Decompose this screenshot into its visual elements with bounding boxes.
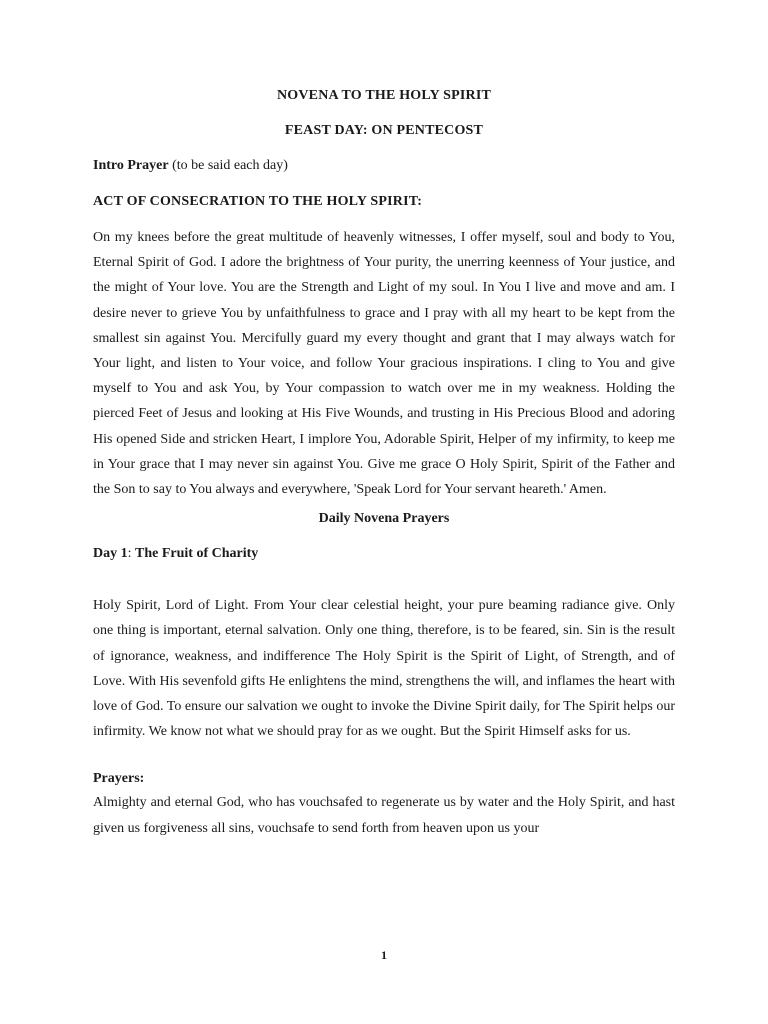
intro-note: (to be said each day) bbox=[168, 158, 288, 173]
consecration-paragraph: On my knees before the great multitude of heavenly witnesses, I offer myself, soul and body to You, Eternal Spirit of God. I adore the brightness of Your purity, the unerring keenness of Your justice, and the might of Your love. You are the Strength and Light of my soul. In You I live and move and am. I desire never to grieve You by unfaithfulness to grace and I pray with all my heart to be kept from the smallest sin against You. Mercifully guard my every thought and grant that I may always watch for Your light, and listen to Your voice, and follow Your gracious inspirations. I cling to You and give myself to You and ask You, by Your compassion to watch over me in my weakness. Holding the pierced Feet of Jesus and looking at His Five Wounds, and trusting in His Precious Blood and adoring His opened Side and stricken Heart, I implore You, Adorable Spirit, Helper of my infirmity, to keep me in Your grace that I may never sin against You. Give me grace O Holy Spirit, Spirit of the Father and the Son to say to You always and everywhere, 'Speak Lord for Your servant heareth.' Amen. bbox=[93, 230, 675, 498]
day-1-paragraph: Holy Spirit, Lord of Light. From Your clear celestial height, your pure beaming radiance give. Only one thing is important, eternal salvation. Only one thing, therefore, is to be feared, sin. Sin is the result of ignorance, weakness, and indifference The Holy Spirit is the Spirit of Light, of Strength, and of Love. With His sevenfold gifts He enlightens the mind, strengthens the will, and inflames the heart with love of God. To ensure our salvation we ought to invoke the Divine Spirit daily, for The Spirit helps our infirmity. We know not what we should pray for as we ought. But the Spirit Himself asks for us. bbox=[93, 598, 676, 740]
intro-line bbox=[93, 157, 675, 175]
day-1-colon: : bbox=[127, 546, 136, 562]
document-title: NOVENA TO THE HOLY SPIRIT bbox=[276, 88, 492, 103]
page-number: 1 bbox=[381, 948, 387, 962]
document-subtitle: FEAST DAY: ON PENTECOST bbox=[284, 123, 484, 138]
intro-label: Intro Prayer bbox=[93, 158, 169, 173]
consecration-heading: ACT OF CONSECRATION TO THE HOLY SPIRIT: bbox=[93, 194, 423, 209]
day-1-label: Day 1 bbox=[93, 546, 128, 562]
day-1-heading bbox=[93, 545, 675, 563]
day-1-title: The Fruit of Charity bbox=[135, 546, 259, 562]
prayers-heading: Prayers: bbox=[93, 771, 145, 787]
daily-novena-heading: Daily Novena Prayers bbox=[318, 511, 450, 527]
prayers-paragraph: Almighty and eternal God, who has vouchsafed to regenerate us by water and the Holy Spirit, and hast given us forgiveness all sins, vouchsafe to send forth from heaven upon us your bbox=[93, 795, 675, 836]
